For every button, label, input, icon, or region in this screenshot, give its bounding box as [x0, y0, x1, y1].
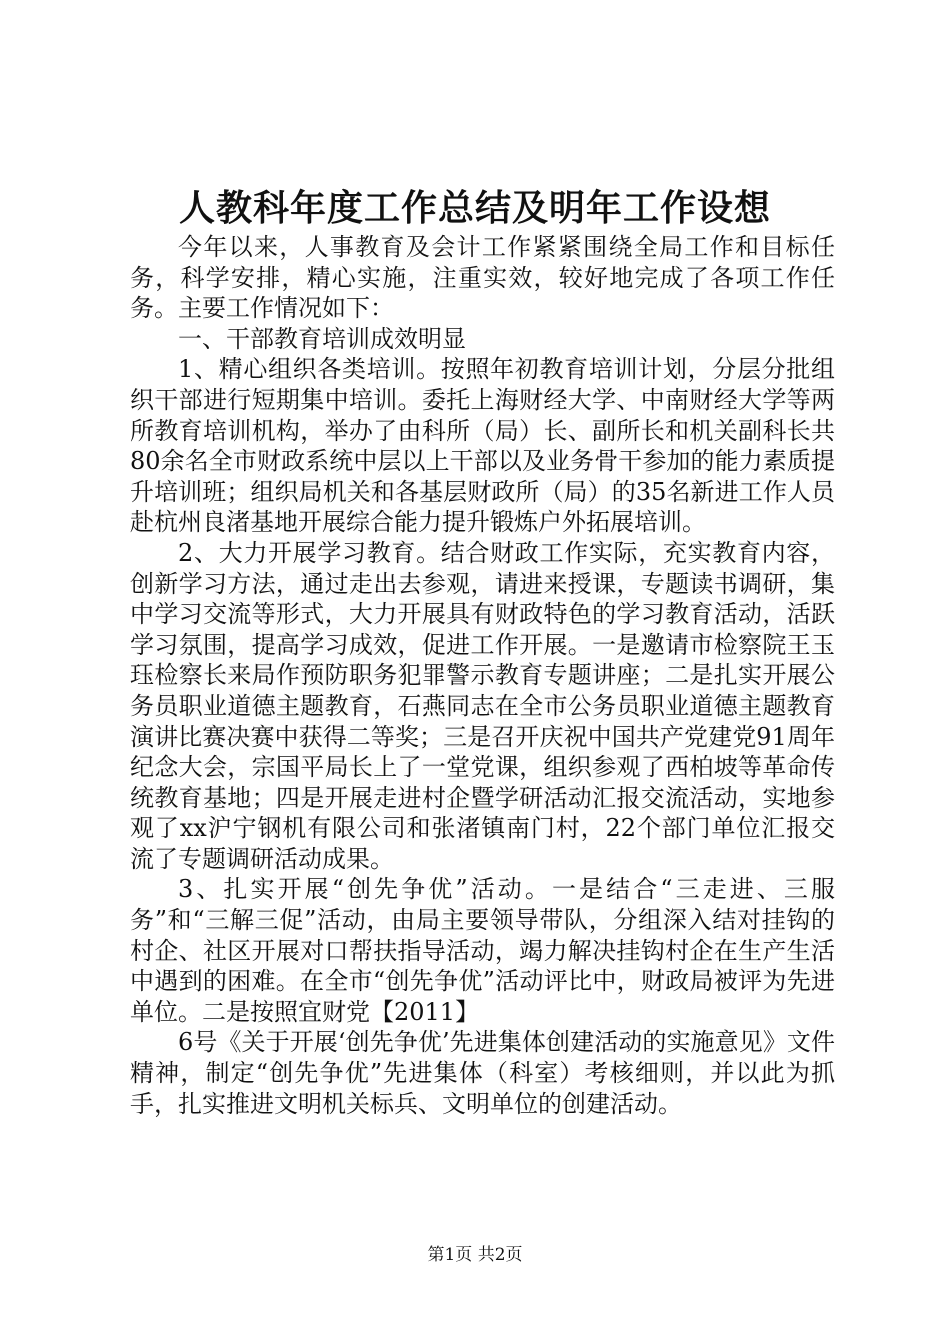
section-heading-1: 一、干部教育培训成效明显 [178, 324, 466, 353]
paragraph-item-2: 2、大力开展学习教育。结合财政工作实际，充实教育内容，创新学习方法，通过走出去参观，请进来授课，专题读书调研，集中学习交流等形式，大力开展具有财政特色的学习教育活动，活跃学习氛围，提高学习成效，促进工作开展。一是邀请市检察院王玉珏检察长来局作预防职务犯罪警示教育专题讲座；二是扎实开展公务员职业道德主题教育，石燕同志在全市公务员职业道德主题教育演讲比赛决赛中获得二等奖；三是召开庆祝中国共产党建党91周年纪念大会，宗国平局长上了一堂党课，组织参观了西柏坡等革命传统教育基地；四是开展走进村企暨学研活动汇报交流活动，实地参观了xx沪宁钢机有限公司和张渚镇南门村，22个部门单位汇报交流了专题调研活动成果。 [130, 538, 835, 873]
paragraph-item-1: 1、精心组织各类培训。按照年初教育培训计划，分层分批组织干部进行短期集中培训。委托上海财经大学、中南财经大学等两所教育培训机构，举办了由科所（局）长、副所长和机关副科长共80余名全市财政系统中层以上干部以及业务骨干参加的能力素质提升培训班；组织局机关和各基层财政所（局）的35名新进工作人员赴杭州良渚基地开展综合能力提升锻炼户外拓展培训。 [130, 355, 835, 537]
document-title: 人教科年度工作总结及明年工作设想 [178, 187, 771, 229]
paragraph-item-3-continued: 6号《关于开展‘创先争优’先进集体创建活动的实施意见》文件精神，制定“创先争优”先进集体（科室）考核细则，并以此为抓手，扎实推进文明机关标兵、文明单位的创建活动。 [130, 1028, 835, 1118]
paragraph-intro: 今年以来，人事教育及会计工作紧紧围绕全局工作和目标任务，科学安排，精心实施，注重实效，较好地完成了各项工作任务。主要工作情况如下： [130, 233, 835, 323]
paragraph-item-3: 3、扎实开展“创先争优”活动。一是结合“三走进、三服务”和“三解三促”活动，由局主要领导带队，分组深入结对挂钩的村企、社区开展对口帮扶指导活动，竭力解决挂钩村企在生产生活中遇到的困难。在全市“创先争优”活动评比中，财政局被评为先进单位。二是按照宜财党【2011】 [130, 875, 835, 1026]
page-footer: 第1页 共2页 [427, 1245, 523, 1265]
document-body [130, 232, 835, 1119]
